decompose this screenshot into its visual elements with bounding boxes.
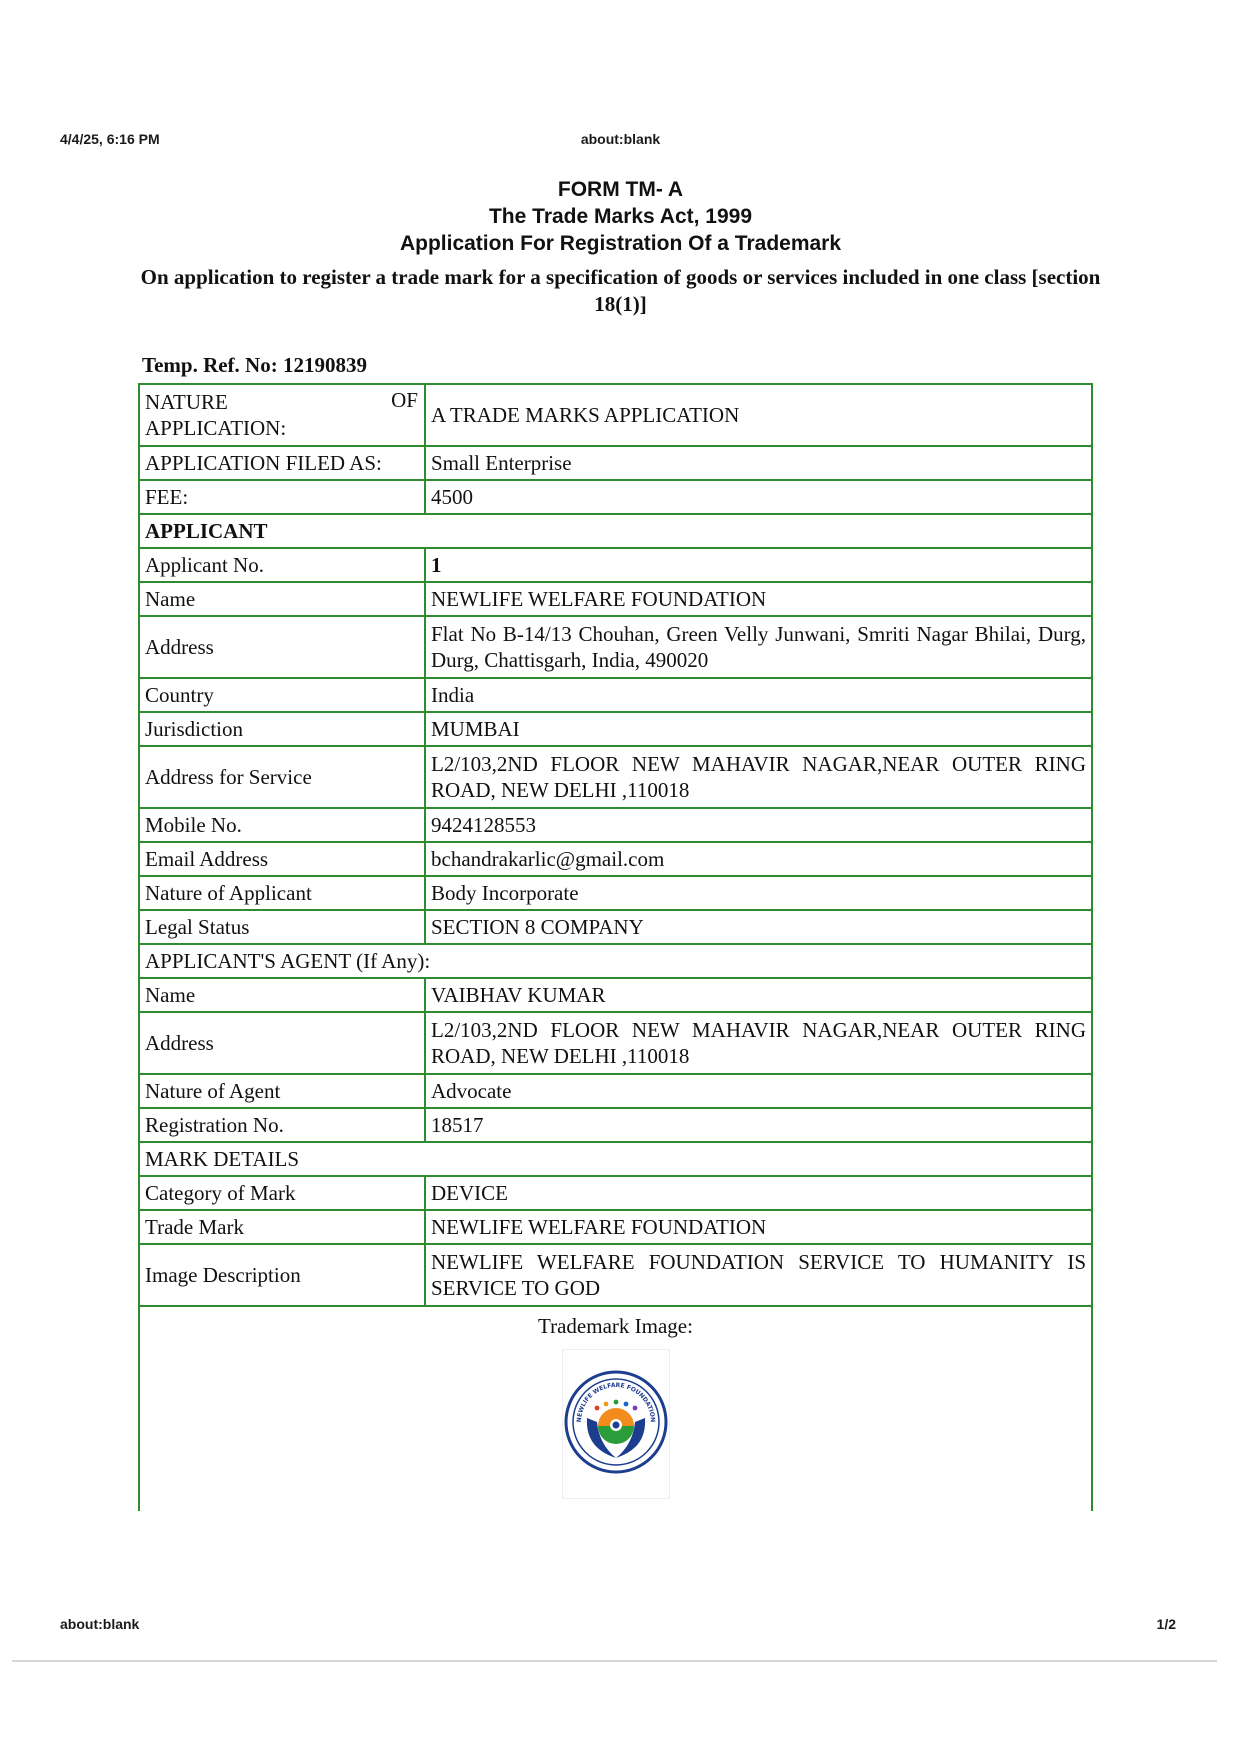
agent-name-value: VAIBHAV KUMAR — [425, 978, 1092, 1012]
nature-value: A TRADE MARKS APPLICATION — [425, 384, 1092, 446]
print-datetime: 4/4/25, 6:16 PM — [60, 131, 160, 147]
mobile-value: 9424128553 — [425, 808, 1092, 842]
image-description-value: NEWLIFE WELFARE FOUNDATION SERVICE TO HUMANITY IS SERVICE TO GOD — [425, 1244, 1092, 1306]
page-divider — [12, 1660, 1217, 1662]
nature-of-applicant-value: Body Incorporate — [425, 876, 1092, 910]
table-row — [139, 978, 1092, 1012]
table-row — [139, 1244, 1092, 1306]
country-label: Country — [139, 678, 425, 712]
table-row — [139, 746, 1092, 808]
agent-address-value: L2/103,2ND FLOOR NEW MAHAVIR NAGAR,NEAR OUTER RING ROAD, NEW DELHI ,110018 — [425, 1012, 1092, 1074]
category-value: DEVICE — [425, 1176, 1092, 1210]
trademark-image-label: Trademark Image: — [538, 1314, 693, 1338]
mobile-label: Mobile No. — [139, 808, 425, 842]
nature-label-cell — [139, 384, 425, 446]
registration-no-label: Registration No. — [139, 1108, 425, 1142]
agent-section-title: APPLICANT'S AGENT (If Any): — [139, 944, 1092, 978]
nature-label-2: OF — [391, 388, 418, 412]
table-row — [139, 910, 1092, 944]
application-table — [138, 383, 1093, 1511]
table-row — [139, 678, 1092, 712]
row-filed-as — [139, 446, 1092, 480]
trademark-logo — [562, 1349, 670, 1499]
applicant-section-title: APPLICANT — [139, 514, 1092, 548]
applicant-address-value: Flat No B-14/13 Chouhan, Green Velly Junwani, Smriti Nagar Bhilai, Durg, Durg, Chattisgarh, India, 490020 — [425, 616, 1092, 678]
fee-label: FEE: — [139, 480, 425, 514]
table-row — [139, 548, 1092, 582]
trademark-image-row — [139, 1306, 1092, 1511]
nature-of-applicant-label: Nature of Applicant — [139, 876, 425, 910]
service-address-label: Address for Service — [139, 746, 425, 808]
table-row — [139, 1108, 1092, 1142]
filed-as-label: APPLICATION FILED AS: — [139, 446, 425, 480]
table-row — [139, 712, 1092, 746]
form-subheading: On application to register a trade mark for a specification of goods or services included in one class [section 18(1)] — [140, 265, 1101, 316]
form-heading: Application For Registration Of a Trademark — [399, 232, 842, 255]
applicant-no-value: 1 — [425, 548, 1092, 582]
table-row — [139, 1074, 1092, 1108]
service-address-value: L2/103,2ND FLOOR NEW MAHAVIR NAGAR,NEAR OUTER RING ROAD, NEW DELHI ,110018 — [425, 746, 1092, 808]
table-row — [139, 1176, 1092, 1210]
trade-mark-label: Trade Mark — [139, 1210, 425, 1244]
table-row — [139, 1012, 1092, 1074]
table-row — [139, 582, 1092, 616]
agent-name-label: Name — [139, 978, 425, 1012]
logo-text: NEWLIFE WELFARE FOUNDATION — [575, 1381, 656, 1423]
form-titles — [0, 176, 1241, 257]
fee-value: 4500 — [425, 480, 1092, 514]
page-number: 1/2 — [1156, 1616, 1176, 1632]
applicant-no-label: Applicant No. — [139, 548, 425, 582]
mark-section-row — [139, 1142, 1092, 1176]
legal-status-label: Legal Status — [139, 910, 425, 944]
filed-as-value: Small Enterprise — [425, 446, 1092, 480]
table-row — [139, 1210, 1092, 1244]
applicant-name-label: Name — [139, 582, 425, 616]
email-value: bchandrakarlic@gmail.com — [425, 842, 1092, 876]
row-nature-of-application — [139, 384, 1092, 446]
jurisdiction-label: Jurisdiction — [139, 712, 425, 746]
table-row — [139, 842, 1092, 876]
table-row — [139, 616, 1092, 678]
agent-section-row — [139, 944, 1092, 978]
nature-label-3: APPLICATION: — [145, 416, 287, 440]
temp-ref-no: Temp. Ref. No: 12190839 — [142, 353, 367, 377]
jurisdiction-value: MUMBAI — [425, 712, 1092, 746]
table-row — [139, 876, 1092, 910]
applicant-section-row — [139, 514, 1092, 548]
applicant-address-label: Address — [139, 616, 425, 678]
nature-of-agent-label: Nature of Agent — [139, 1074, 425, 1108]
print-footer-url: about:blank — [60, 1616, 140, 1632]
nature-label-1: NATURE — [145, 390, 228, 414]
agent-address-label: Address — [139, 1012, 425, 1074]
trademark-image-cell — [139, 1306, 1092, 1511]
legal-status-value: SECTION 8 COMPANY — [425, 910, 1092, 944]
form-act: The Trade Marks Act, 1999 — [488, 205, 752, 228]
print-header-url: about:blank — [580, 131, 661, 147]
nature-of-agent-value: Advocate — [425, 1074, 1092, 1108]
trade-mark-value: NEWLIFE WELFARE FOUNDATION — [425, 1210, 1092, 1244]
country-value: India — [425, 678, 1092, 712]
mark-section-title: MARK DETAILS — [139, 1142, 1092, 1176]
table-row — [139, 808, 1092, 842]
email-label: Email Address — [139, 842, 425, 876]
registration-no-value: 18517 — [425, 1108, 1092, 1142]
category-label: Category of Mark — [139, 1176, 425, 1210]
applicant-name-value: NEWLIFE WELFARE FOUNDATION — [425, 582, 1092, 616]
row-fee — [139, 480, 1092, 514]
form-title: FORM TM- A — [557, 178, 684, 201]
image-description-label: Image Description — [139, 1244, 425, 1306]
